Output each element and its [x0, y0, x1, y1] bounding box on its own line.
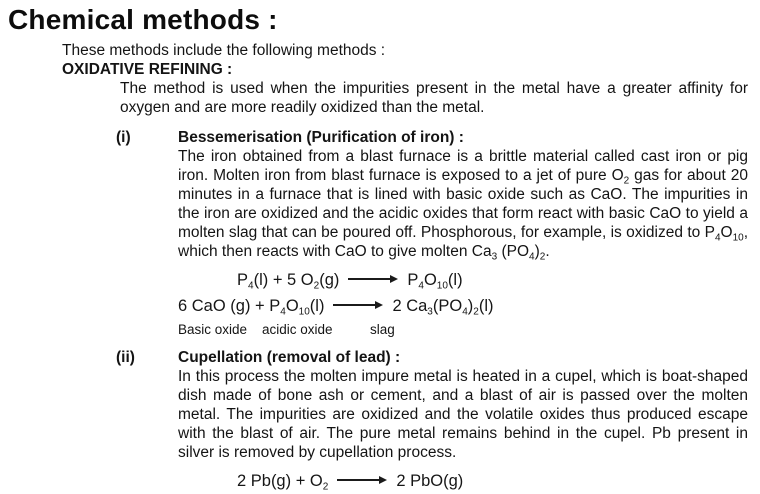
cupellation-paragraph: In this process the molten impure metal is heated in a cupel, which is boat-shaped dish made of bone ash or cement, and a blast of air is passed over the molten metal. The impurities are oxidized and the volatile oxides thus produced escape with the blast of air. The pure metal remains behind in the cupel. Pb present in silver is removed by cupellation process.	[178, 368, 748, 461]
subscript: 10	[436, 280, 448, 292]
subscript: 3	[491, 251, 498, 263]
subscript: 4	[529, 251, 535, 263]
subscript: 4	[462, 306, 468, 318]
subscript: 3	[427, 306, 433, 318]
label-acidic-oxide: acidic oxide	[262, 322, 333, 337]
section-intro-paragraph: The method is used when the impurities present in the metal have a greater affinity for oxygen and are more readily oxidized than the metal.	[120, 80, 748, 116]
label-basic-oxide: Basic oxide	[178, 322, 248, 337]
equation-p4-oxidation: $P_4(l) + 5$ $O_2(g)$ $P_4O_{10}(l)$	[237, 271, 463, 292]
subscript: 10	[298, 306, 310, 318]
section-oxidative-refining	[62, 41, 748, 494]
list-marker-i: (i)	[116, 129, 131, 146]
subscript: 2	[322, 481, 329, 493]
bessemerisation-paragraph: The iron obtained from a blast furnace is a brittle material called cast iron or pig iron. Molten iron from blast furnace is exposed to a jet of pure $O_2$ gas for about 20 minutes in a furnace that is lined with basic oxide such as CaO. The impurities in the iron are oxidized and the acidic oxides that form react with basic CaO to yield a molten slag that can be poured off. Phosphorous, for example, is oxidized to $P_4O_{10}$, which then reacts with CaO to give molten $Ca_3$ $(PO_4)_2$.	[178, 148, 748, 263]
section-heading: OXIDATIVE REFINING :	[62, 61, 233, 78]
subscript: 4	[418, 280, 424, 292]
page-title: Chemical methods :	[8, 4, 278, 35]
long-right-arrow-icon	[333, 299, 383, 310]
subscript: 2	[539, 251, 546, 263]
subscript: 2	[473, 306, 479, 318]
equation-pb-oxidation: 2 $Pb(g) + O_2$ 2 PbO(g)	[237, 472, 464, 493]
subscript: 10	[732, 232, 744, 244]
subscript: 4	[280, 306, 286, 318]
intro-line: These methods include the following methods :	[62, 42, 386, 59]
bessemerisation-heading: Bessemerisation (Purification of iron) :	[178, 129, 464, 146]
long-right-arrow-icon	[348, 273, 398, 284]
equation-cao-p4o10: 6 CaO $(g) + P_4O_{10}(l)$ 2 $Ca_3(PO_4)_2(l)$	[178, 297, 494, 318]
subscript: 2	[623, 175, 630, 187]
cupellation-heading: Cupellation (removal of lead) :	[178, 349, 401, 366]
long-right-arrow-icon	[337, 474, 387, 485]
list-marker-ii: (ii)	[116, 349, 135, 366]
list-item-bessemerisation	[62, 128, 748, 337]
subscript: 4	[714, 232, 721, 244]
list-item-cupellation	[62, 348, 748, 494]
subscript: 2	[313, 280, 320, 292]
label-slag: slag	[370, 322, 395, 337]
subscript: 4	[248, 280, 254, 292]
equation-labels	[178, 322, 748, 337]
